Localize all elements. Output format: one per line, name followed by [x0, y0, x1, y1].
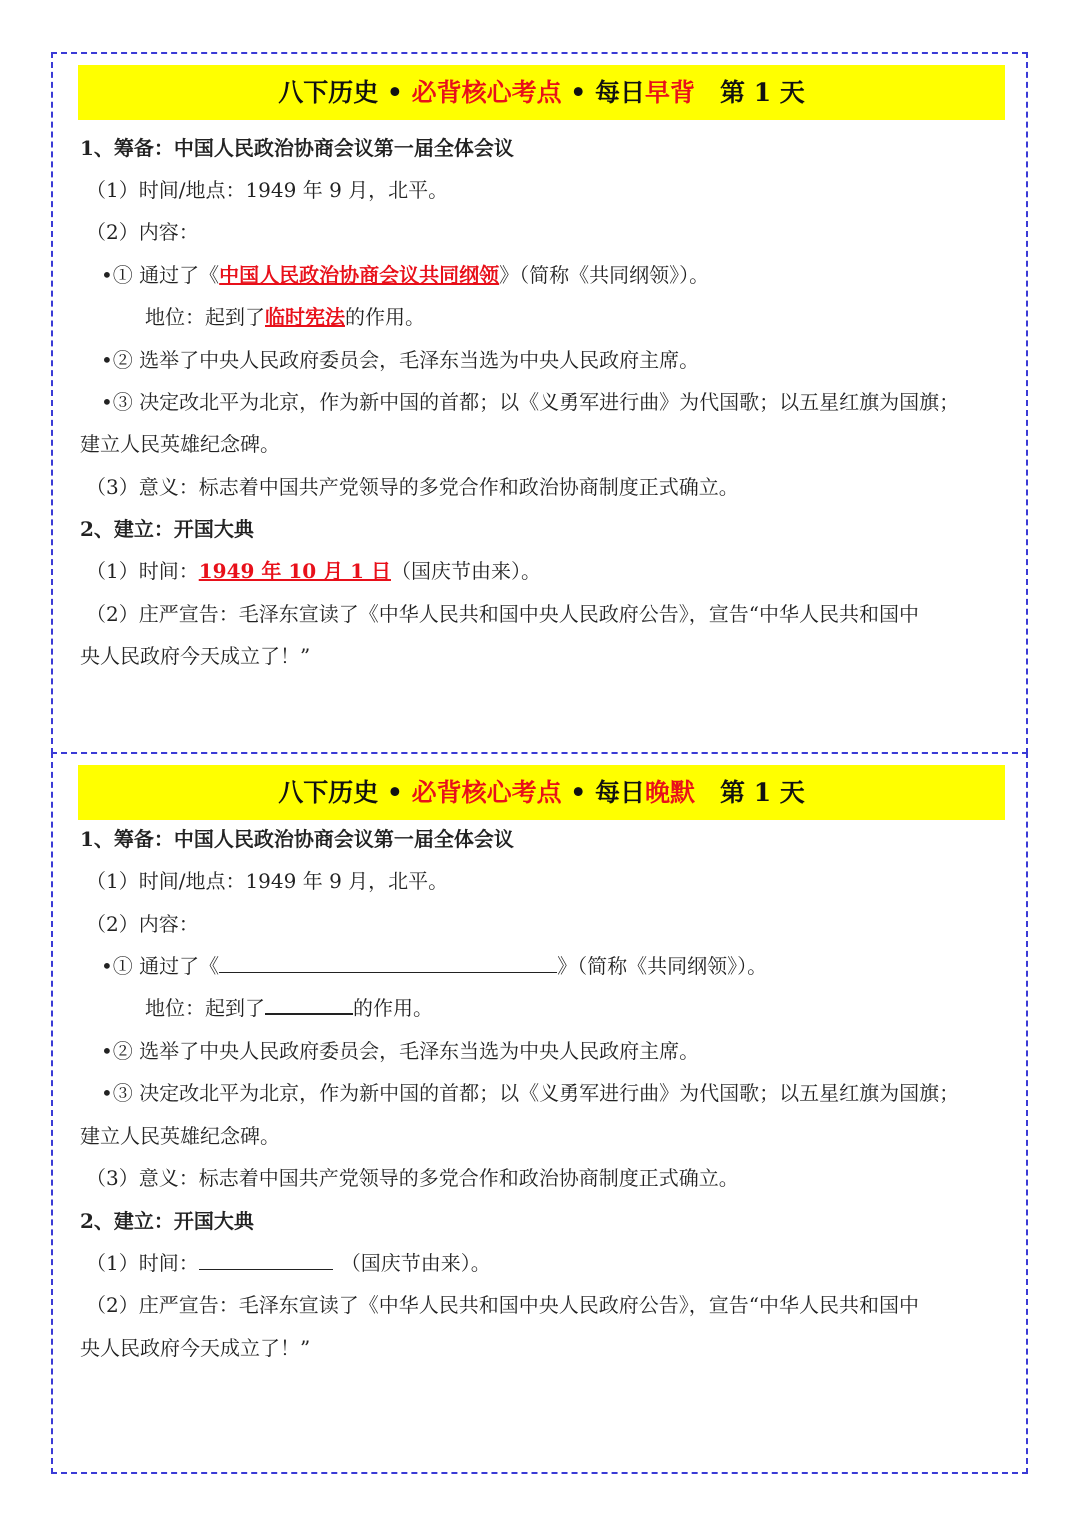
- blank-common-program: [219, 952, 557, 973]
- section1-title: 1、筹备：中国人民政治协商会议第一届全体会议: [80, 827, 514, 851]
- bullet-3: •③ 决定改北平为北京，作为新中国的首都；以《义勇军进行曲》为代国歌；以五星红旗为国旗；: [101, 1081, 960, 1105]
- evening-card: [51, 752, 1028, 1474]
- banner-daily: • 每日: [561, 778, 645, 807]
- bullet-3-continued: 建立人民英雄纪念碑。: [80, 1124, 280, 1148]
- section1-content-label: （2）内容：: [86, 220, 199, 244]
- banner-subject: 八下历史 •: [278, 778, 412, 807]
- evening-banner: [78, 765, 1005, 820]
- morning-card: [51, 52, 1028, 754]
- bullet-2: •② 选举了中央人民政府委员会，毛泽东当选为中央人民政府主席。: [101, 348, 700, 372]
- answer-founding-date: 1949 年 10 月 1 日: [198, 559, 391, 583]
- banner-highlight: 必背核心考点: [411, 778, 562, 807]
- blank-founding-date: [199, 1249, 333, 1270]
- bullet-1: •① 通过了《中国人民政治协商会议共同纲领》（简称《共同纲领》）。: [101, 263, 710, 287]
- answer-common-program: 中国人民政治协商会议共同纲领: [219, 263, 500, 287]
- morning-banner: [78, 65, 1005, 120]
- banner-highlight: 必背核心考点: [411, 78, 562, 107]
- section2-declaration: （2）庄严宣告：毛泽东宣读了《中华人民共和国中央人民政府公告》，宣告“中华人民共和国中: [86, 1293, 919, 1317]
- banner-daily: • 每日: [561, 78, 645, 107]
- bullet-3-continued: 建立人民英雄纪念碑。: [80, 432, 280, 456]
- bullet-2: •② 选举了中央人民政府委员会，毛泽东当选为中央人民政府主席。: [101, 1039, 700, 1063]
- section2-title: 2、建立：开国大典: [80, 1209, 254, 1233]
- section1-title: 1、筹备：中国人民政治协商会议第一届全体会议: [80, 136, 514, 160]
- section1-significance: （3）意义：标志着中国共产党领导的多党合作和政治协商制度正式确立。: [86, 475, 739, 499]
- section2-title: 2、建立：开国大典: [80, 517, 254, 541]
- section2-declaration: （2）庄严宣告：毛泽东宣读了《中华人民共和国中央人民政府公告》，宣告“中华人民共和国中: [86, 602, 919, 626]
- answer-provisional-constitution: 临时宪法: [265, 305, 345, 329]
- section1-content-label: （2）内容：: [86, 912, 199, 936]
- section2-time: （1）时间： （国庆节由来）。: [86, 1251, 491, 1275]
- section2-time: （1）时间：1949 年 10 月 1 日（国庆节由来）。: [86, 559, 541, 583]
- banner-mode: 早背: [644, 78, 695, 107]
- section1-time-place: （1）时间/地点：1949 年 9 月，北平。: [86, 869, 449, 893]
- blank-provisional-constitution: [265, 993, 353, 1015]
- section2-declaration-continued: 央人民政府今天成立了！”: [80, 1336, 311, 1360]
- section2-declaration-continued: 央人民政府今天成立了！”: [80, 644, 311, 668]
- banner-day: 第 1 天: [695, 78, 805, 107]
- bullet-1: •① 通过了《 》（简称《共同纲领》）。: [101, 954, 768, 978]
- banner-mode: 晚默: [644, 778, 695, 807]
- banner-subject: 八下历史 •: [278, 78, 412, 107]
- status-line: 地位：起到了临时宪法的作用。: [145, 305, 425, 329]
- banner-day: 第 1 天: [695, 778, 805, 807]
- bullet-3: •③ 决定改北平为北京，作为新中国的首都；以《义勇军进行曲》为代国歌；以五星红旗为国旗；: [101, 390, 960, 414]
- status-line: 地位：起到了 的作用。: [145, 992, 433, 1021]
- section1-significance: （3）意义：标志着中国共产党领导的多党合作和政治协商制度正式确立。: [86, 1166, 739, 1190]
- section1-time-place: （1）时间/地点：1949 年 9 月，北平。: [86, 178, 449, 202]
